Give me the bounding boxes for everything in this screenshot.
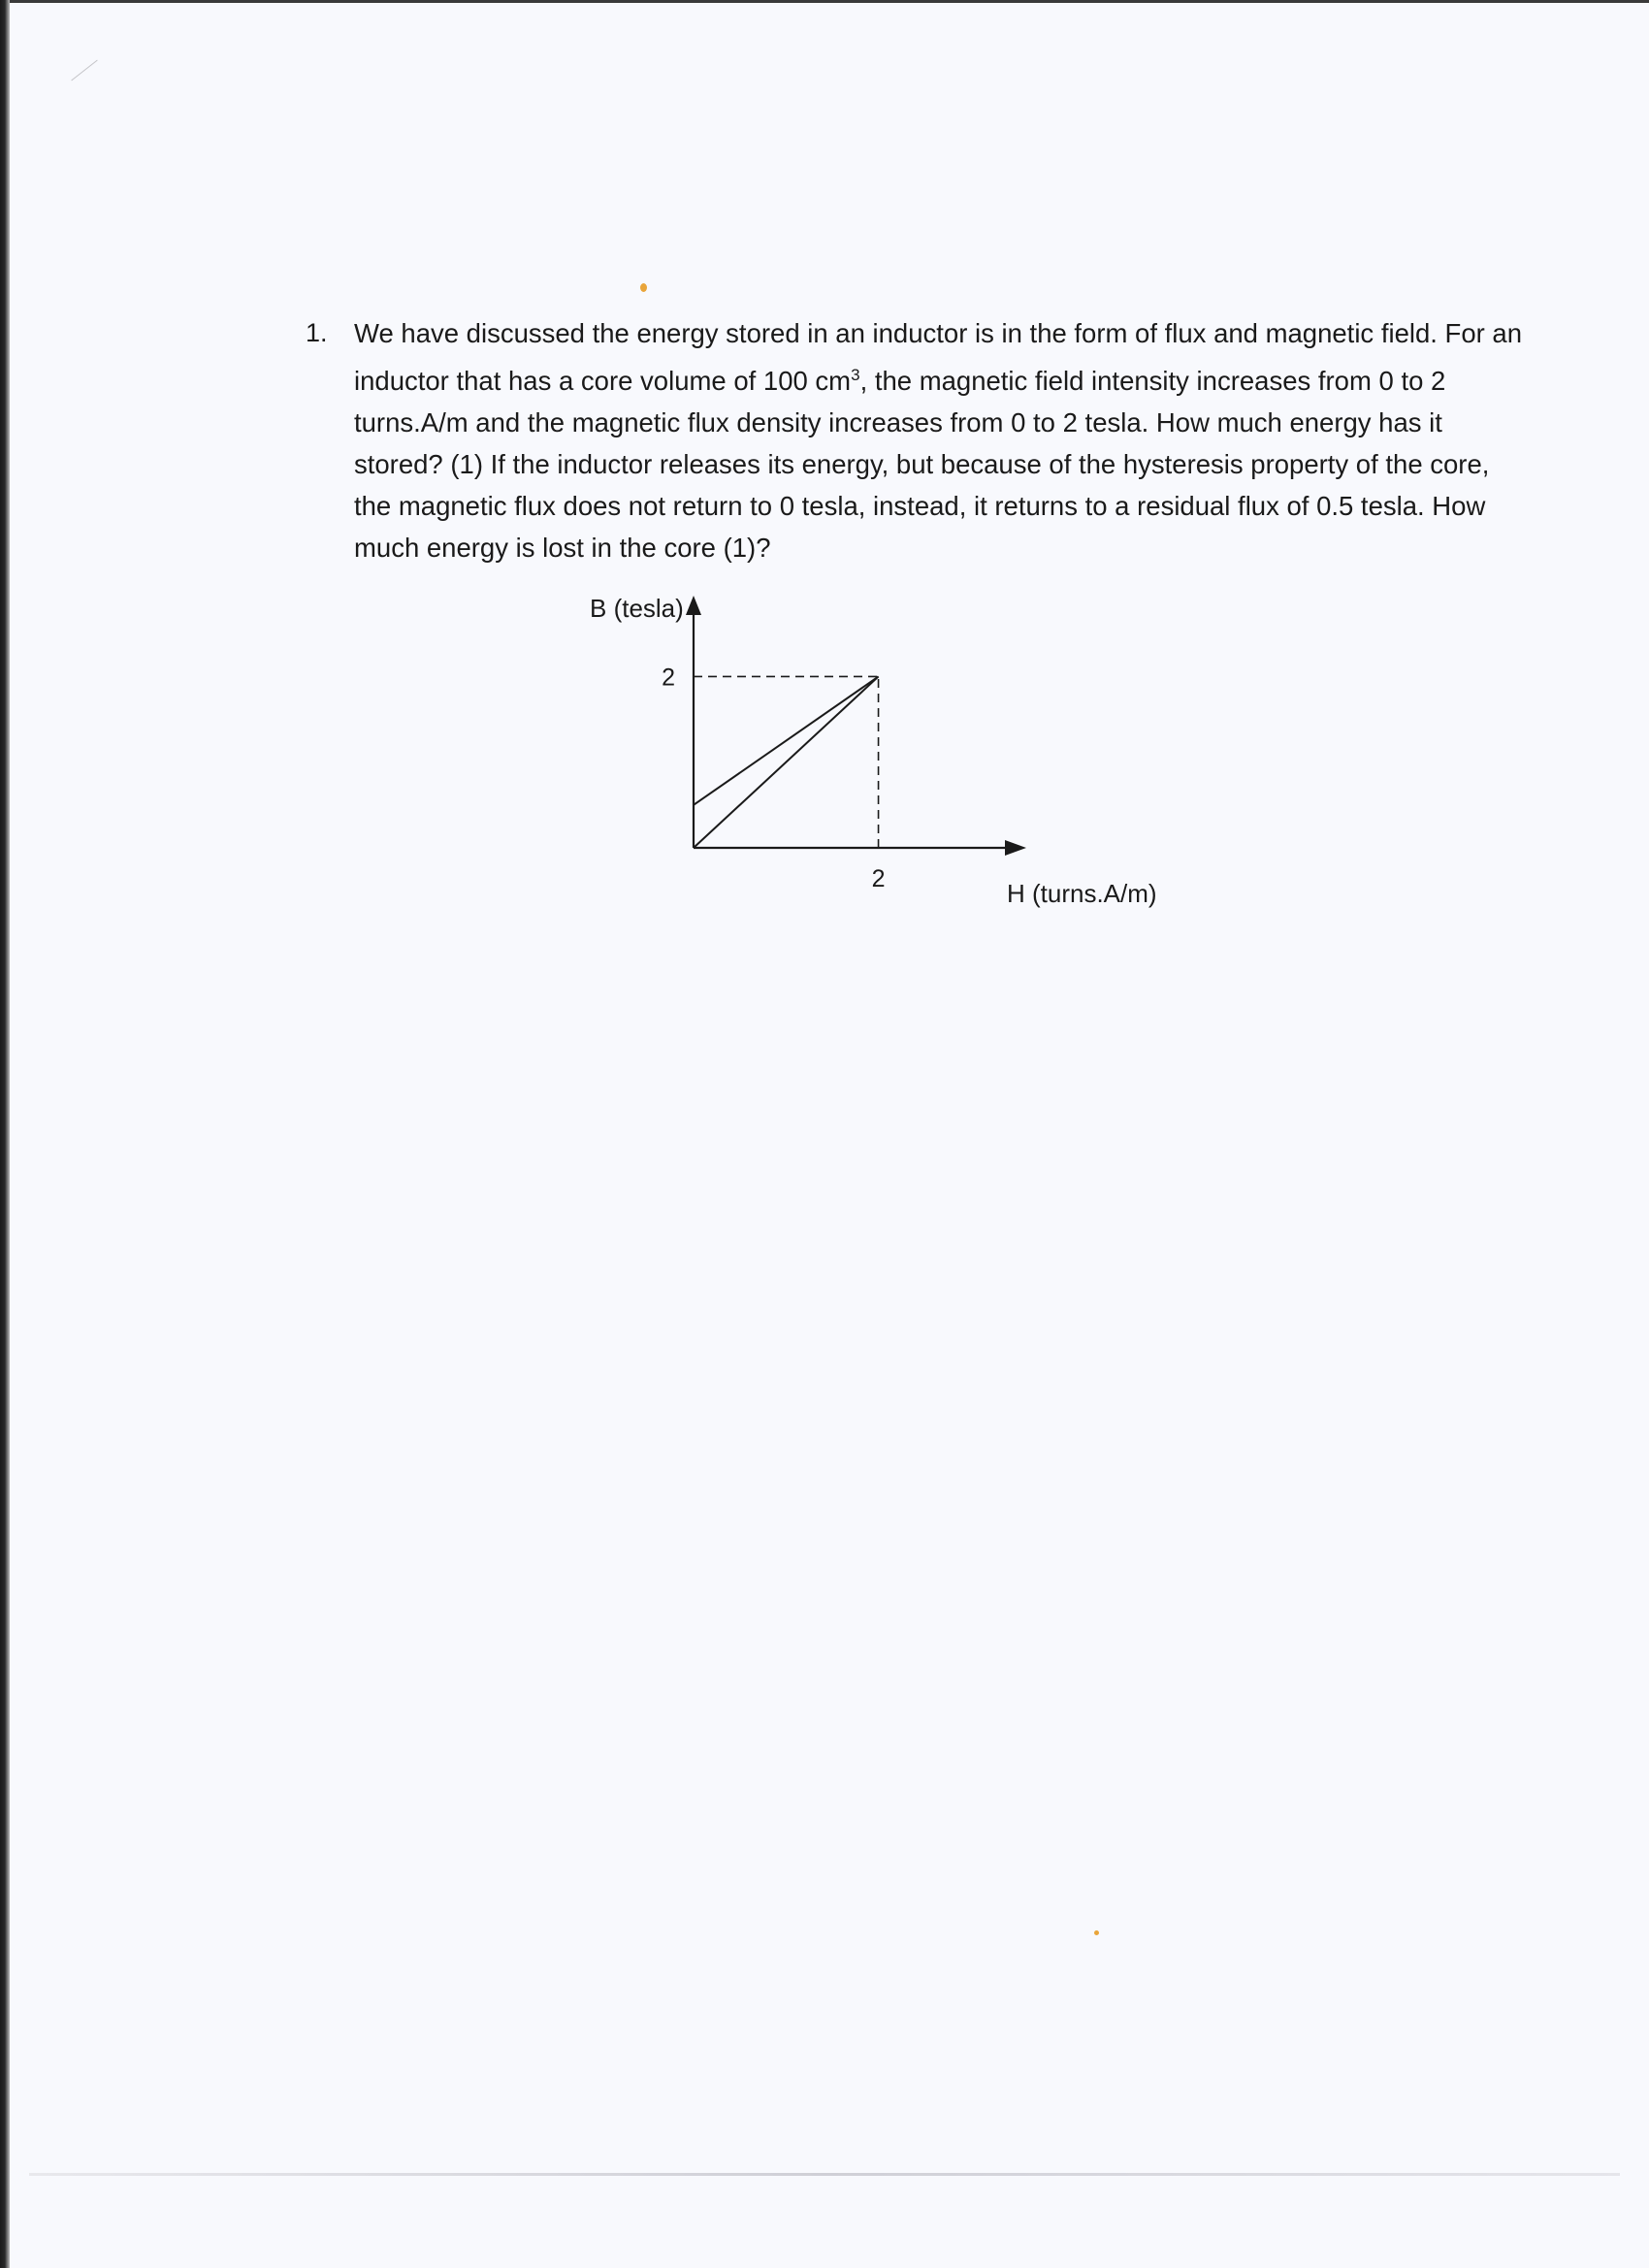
bh-chart xyxy=(572,582,1203,922)
y-tick-label: 2 xyxy=(662,664,675,692)
y-axis-label: B (tesla) xyxy=(590,594,684,623)
paper-spot xyxy=(1094,1930,1099,1935)
question-text-part-2: , the magnetic field intensity increases from 0 to 2 turns.A/m and the magnetic flux density increases from 0 to 2 tesla. How much energy has it stored? (1) If the inductor releases its energy, but because of the hysteresis property of the core, the magnetic flux does not return to 0 tesla, instead, it returns to a residual flux of 0.5 tesla. How much energy is lost in the core (1)? xyxy=(354,366,1490,564)
scan-edge-bottom xyxy=(29,2173,1620,2176)
question-number: 1. xyxy=(306,318,328,347)
question-text xyxy=(354,312,1533,568)
superscript-exponent: 3 xyxy=(851,366,860,384)
scan-edge-top xyxy=(0,0,1649,3)
bh-curve-line-2 xyxy=(694,676,879,804)
bh-curve-line-1 xyxy=(694,676,879,848)
x-tick-label: 2 xyxy=(871,865,886,892)
x-axis-label: H (turns.A/m) xyxy=(1007,879,1157,908)
scan-edge-left xyxy=(0,0,10,2268)
question-text-part-1: We have discussed the energy stored in an inductor is in the form of flux and magnetic field. For an inductor that has a core volume of 100 cm xyxy=(354,318,1523,397)
y-axis-arrowhead-icon xyxy=(686,596,701,615)
scan-mark xyxy=(71,60,97,81)
paper-spot xyxy=(640,283,647,292)
x-axis-arrowhead-icon xyxy=(1005,840,1026,856)
bh-curve-figure xyxy=(572,582,1203,922)
